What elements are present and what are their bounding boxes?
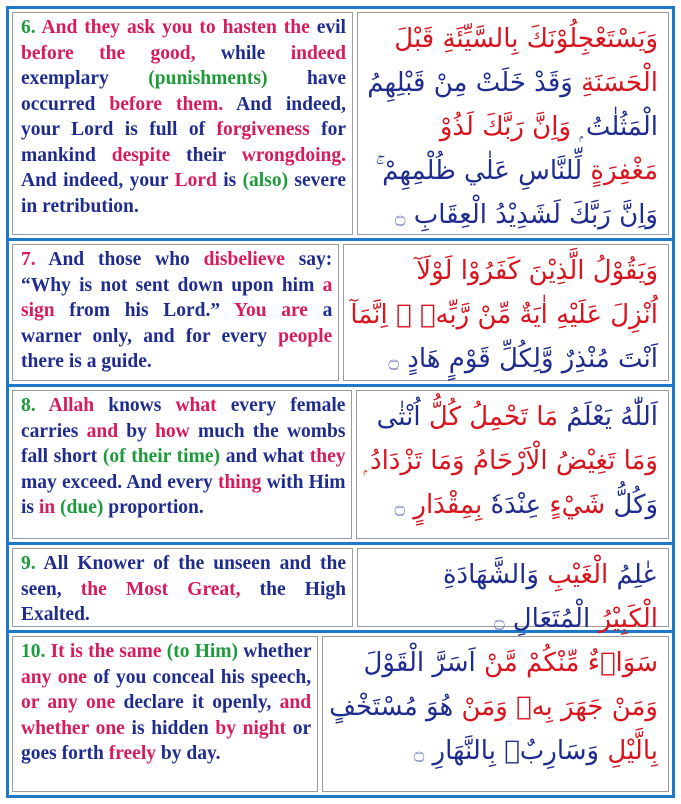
translation-text: what [175,395,217,416]
arabic-line [364,553,658,597]
translation-text: despite [111,144,171,166]
translation-text: wrongdoing. [241,144,346,166]
verse-table [6,6,675,798]
translation-text: they [309,446,346,467]
verse-end-marker: ۝ [394,497,406,518]
arabic-text: سَوَاۗءٌ مِّنْكُمْ مَّنْ [484,648,658,678]
arabic-line [329,641,658,685]
translation-text: by night [215,717,287,739]
translation-text: severe in retribution. [21,170,347,217]
arabic-text: بِالَّيْلِ [607,736,658,766]
translation-text: and what [220,446,310,467]
translation-text: (also) [242,170,289,191]
arabic-text: عِنْدَهٗ [482,490,550,520]
arabic-text: الْمَثُلٰتُ ۭ [571,112,658,142]
arabic-verse [343,244,669,381]
translation-text: proportion. [103,497,204,518]
translation-text: or goes forth [21,717,312,764]
translation-text: freely [108,743,157,764]
translation-text: whether [238,641,312,662]
translation-text: is [216,170,243,191]
translation-text: And indeed, your Lord is full of [21,93,346,140]
translation-text: indeed [290,42,347,64]
arabic-text: اَنْتَ مُنْذِرٌ وَّلِكُلِّ قَوْمٍ هَادٍ [399,344,658,374]
arabic-line [363,395,658,439]
arabic-text: وَمَنْ جَهَرَ بِهٖ وَمَنْ [461,692,658,722]
translation-text: in [38,497,56,518]
arabic-text: وَاِنَّ رَبَّكَ لَذُوْ [439,112,572,142]
translation-text: from his Lord.” [54,300,235,321]
english-translation [12,548,353,627]
arabic-line [364,149,658,193]
arabic-text: وَمَا تَغِيْضُ الْاَرْحَامُ وَمَا تَزْدَادُ ۭ [363,446,658,476]
translation-text: with Him is [21,471,346,518]
translation-text: disbelieve [203,249,285,270]
verse-row [9,9,672,241]
translation-text: 7. [21,249,49,270]
translation-text: say: “Why is not sent down upon him [21,249,333,296]
translation-text: 10. [21,641,51,662]
translation-text: before the good, [21,42,196,64]
verse-row [9,633,672,795]
arabic-line [350,337,658,384]
translation-text: much the wombs fall short [21,420,346,467]
arabic-line [364,105,658,149]
verse-row [9,387,672,545]
arabic-line [329,729,658,776]
arabic-text: مَا تَحْمِلُ كُلُّ [428,402,559,432]
verse-end-marker: ۝ [493,611,505,632]
english-translation [12,12,353,235]
arabic-text: وَسَارِبٌۢ بِالنَّهَارِ [424,736,608,766]
translation-text: You are [234,300,308,321]
translation-text: any one [21,666,87,688]
translation-text: declare it openly, [115,692,280,713]
translation-text: Lord [174,170,217,191]
verse-end-marker: ۝ [413,743,425,764]
arabic-line [363,483,658,530]
arabic-text: وَاِنَّ رَبَّكَ لَشَدِيْدُ الْعِقَابِ [405,200,658,230]
translation-text: there is a guide. [21,351,152,372]
english-translation [12,636,318,792]
translation-text: thing [217,471,262,493]
translation-text: (due) [55,497,104,518]
arabic-text: وَكُلُّ [605,490,658,520]
arabic-line [350,249,658,293]
translation-text: And indeed, your [21,170,175,191]
arabic-text: الْحَسَنَةِ [572,68,658,98]
translation-text: the High Exalted. [21,578,346,625]
translation-text: how [155,420,190,442]
arabic-text: وَيَقُوْلُ الَّذِيْنَ كَفَرُوْا لَوْلَآ [416,256,658,286]
translation-text: by [118,420,156,442]
arabic-verse [322,636,669,792]
arabic-line [363,439,658,483]
translation-text: forgiveness [216,119,310,140]
arabic-text: مَغْفِرَةٍ [582,156,658,186]
arabic-line [364,61,658,105]
arabic-text: اَللّٰهُ يَعْلَمُ [558,402,658,432]
arabic-verse [357,548,669,634]
arabic-text: الْكَبِيْرُ [590,604,658,634]
arabic-line [364,193,658,240]
arabic-text: وَالشَّهَادَةِ [442,560,548,590]
translation-text: (of their time) [102,446,220,467]
arabic-line [329,685,658,729]
translation-text: Allah [48,395,95,416]
translation-text: exemplary [21,68,149,89]
translation-text: a warner only, and for every [21,300,333,347]
english-translation [12,244,339,381]
translation-text: is hidden [124,717,216,739]
arabic-text: شَيْءٍ [549,490,606,520]
translation-text: before them. [109,93,224,115]
translation-text: and [86,420,119,442]
translation-text: And they ask you to hasten the [41,17,317,38]
translation-text: of you conceal his speech, [86,666,312,688]
translation-text: while [195,42,291,64]
translation-text: And those who [48,249,204,270]
arabic-line [350,293,658,337]
arabic-text: لِّلنَّاسِ عَلٰي ظُلْمِهِمْ ۚ [375,156,583,186]
translation-text: (punishments) [148,68,268,89]
translation-text: by day. [156,743,221,764]
arabic-text: الْمُتَعَالِ [504,604,591,634]
translation-text: or any one [21,692,116,713]
translation-text: the Most Great, [80,578,241,600]
arabic-text: وَقَدْ خَلَتْ مِنْ قَبْلِهِمُ [367,68,573,98]
translation-text: every female carries [21,395,346,442]
arabic-text: هُوَ مُسْتَخْفٍ [329,692,462,722]
translation-text: (to Him) [166,641,239,662]
translation-text: for mankind [21,119,347,166]
translation-text: and whether one [21,692,312,739]
translation-text: It is the same [50,641,167,662]
arabic-text: الْغَيْبِ [547,560,609,590]
translation-text: people [278,325,333,347]
english-translation [12,390,352,539]
arabic-text: اَسَرَّ الْقَوْلَ [363,648,485,678]
translation-text: 8. [21,395,49,416]
translation-text: 6. [21,17,42,38]
arabic-verse [357,12,669,235]
arabic-verse [356,390,669,539]
translation-text: 9. [21,553,44,574]
translation-text: their [170,144,242,166]
translation-text: a sign [21,274,333,321]
verse-end-marker: ۝ [388,351,400,372]
translation-text: have occurred [21,68,346,115]
verse-end-marker: ۝ [394,207,406,228]
arabic-text: اُنْزِلَ عَلَيْهِ اٰيَةٌ مِّنْ رَّبِّهٖ ۭ اِنَّمَآ [350,300,658,330]
translation-text: may exceed. And every [21,471,218,493]
arabic-text: اُنْثٰى [376,402,429,432]
verse-row [9,545,672,633]
arabic-line [364,17,658,61]
translation-text: knows [94,395,176,416]
translation-text: evil [316,17,346,38]
arabic-text: وَيَسْتَعْجِلُوْنَكَ بِالسَّيِّئَةِ قَبْلَ [394,24,658,54]
verse-row [9,241,672,387]
translation-text: All Knower of the unseen and the seen, [21,553,346,600]
arabic-text: بِمِقْدَارٍ [405,490,483,520]
arabic-text: عٰلِمُ [608,560,658,590]
